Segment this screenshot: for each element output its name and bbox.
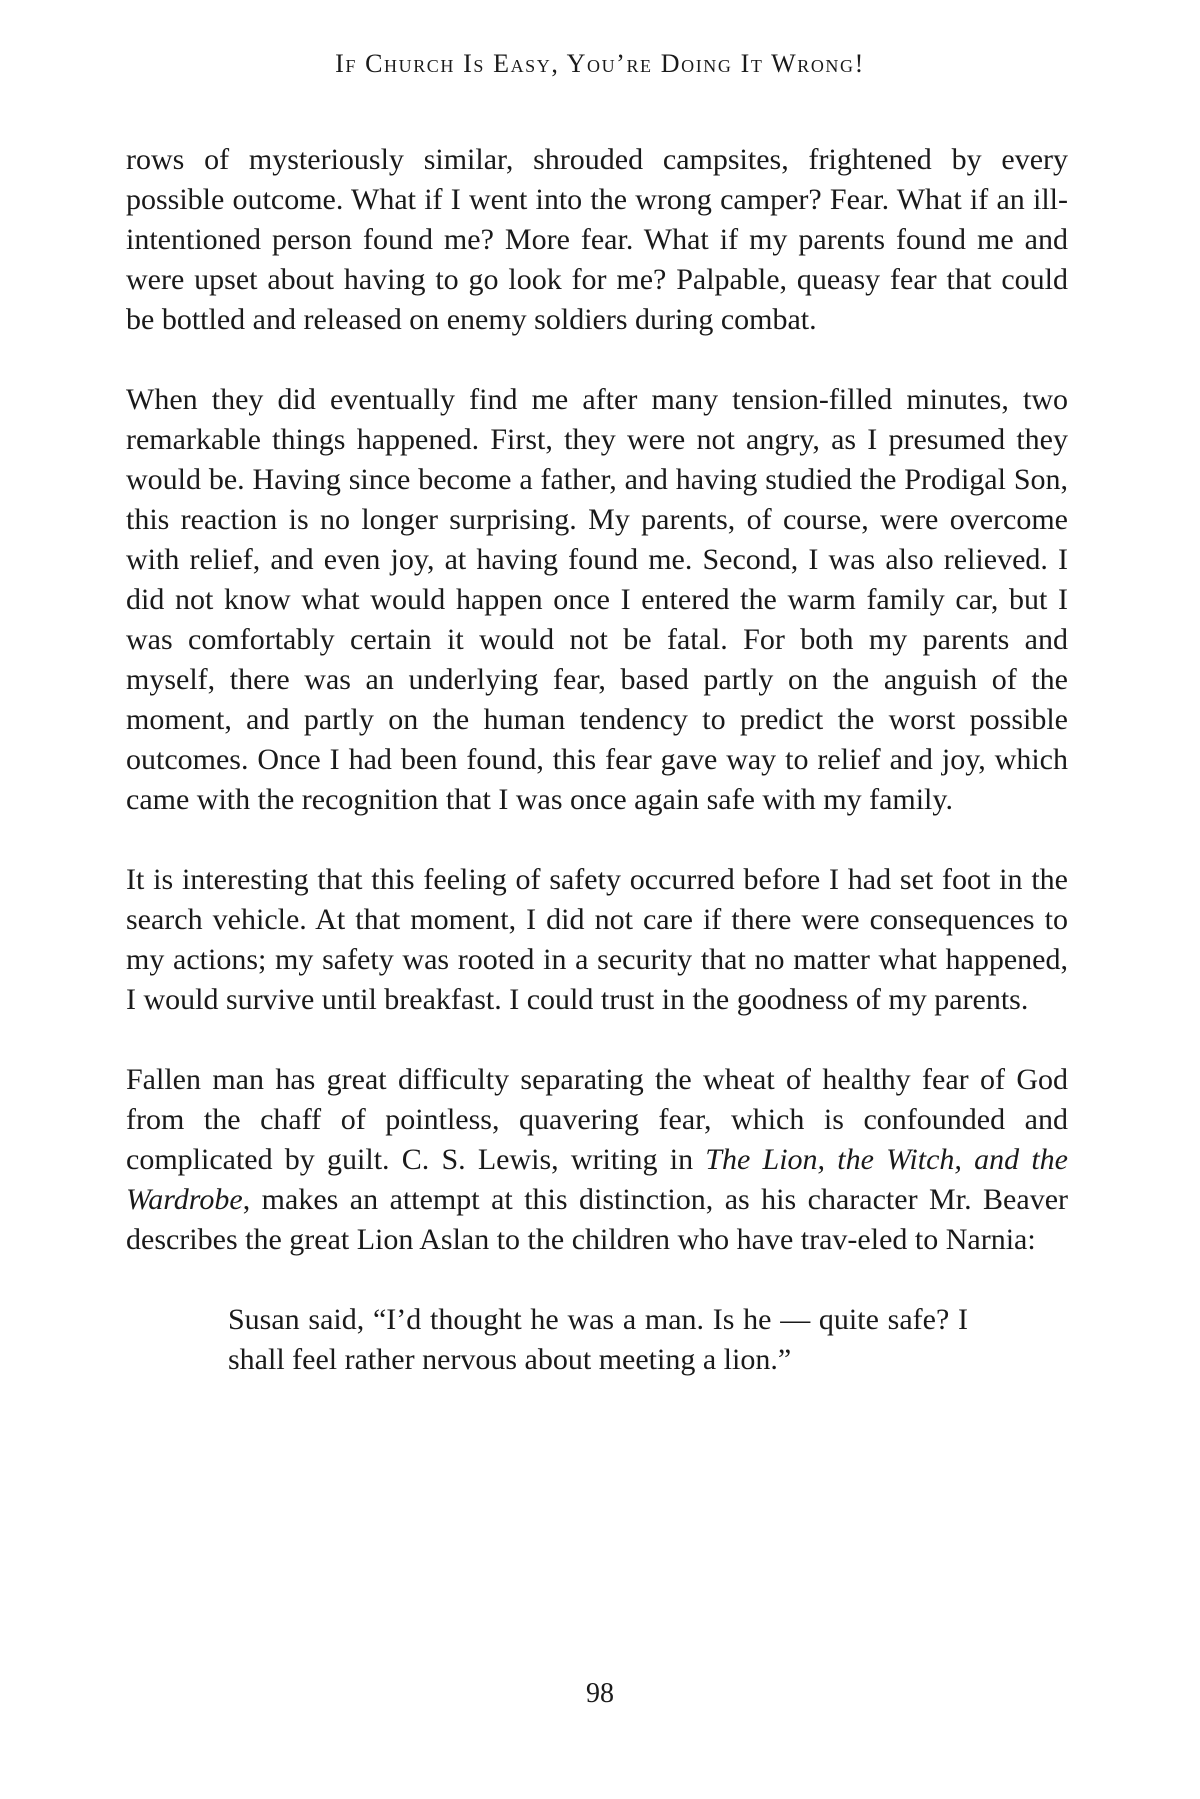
lewis-text-after-title: , makes an attempt at this distinction, as his character Mr. Beaver describes the great Lion Aslan to the children who have trav-eled to Narnia: [126,1183,1068,1256]
paragraph-lewis [126,1060,1068,1260]
body-text [126,140,1068,1380]
block-quote: Susan said, “I’d thought he was a man. Is he — quite safe? I shall feel rather nervous about meeting a lion.” [228,1303,968,1376]
running-head: If Church Is Easy, You’re Doing It Wrong! [335,49,865,78]
paragraph-found: When they did eventually find me after many tension-filled minutes, two remarkable things happened. First, they were not angry, as I presumed they would be. Having since become a father, and having studied the Prodigal Son, this reaction is no longer surprising. My parents, of course, were overcome with relief, and even joy, at having found me. Second, I was also relieved. I did not know what would happen once I entered the warm family car, but I was comfortably certain it would not be fatal. For both my parents and myself, there was an underlying fear, based partly on the anguish of the moment, and partly on the human tendency to predict the worst possible outcomes. Once I had been found, this fear gave way to relief and joy, which came with the recognition that I was once again safe with my family. [126,383,1068,816]
paragraph-safety: It is interesting that this feeling of safety occurred before I had set foot in the search vehicle. At that moment, I did not care if there were consequences to my actions; my safety was rooted in a security that no matter what happened, I would survive until breakfast. I could trust in the goodness of my parents. [126,863,1068,1016]
book-title: The Lion, the Witch, and the Wardrobe [126,1143,1068,1216]
page-number: 98 [586,1678,614,1709]
lewis-text-before-title: Fallen man has great difficulty separating the wheat of healthy fear of God from the chaff of pointless, quavering fear, which is confounded and complicated by guilt. C. S. Lewis, writing in [126,1063,1068,1176]
paragraph-campsites: rows of mysteriously similar, shrouded campsites, frightened by every possible outcome. What if I went into the wrong camper? Fear. What if an ill-intentioned person found me? More fear. What if my parents found me and were upset about having to go look for me? Palpable, queasy fear that could be bottled and released on enemy soldiers during combat. [126,143,1068,336]
